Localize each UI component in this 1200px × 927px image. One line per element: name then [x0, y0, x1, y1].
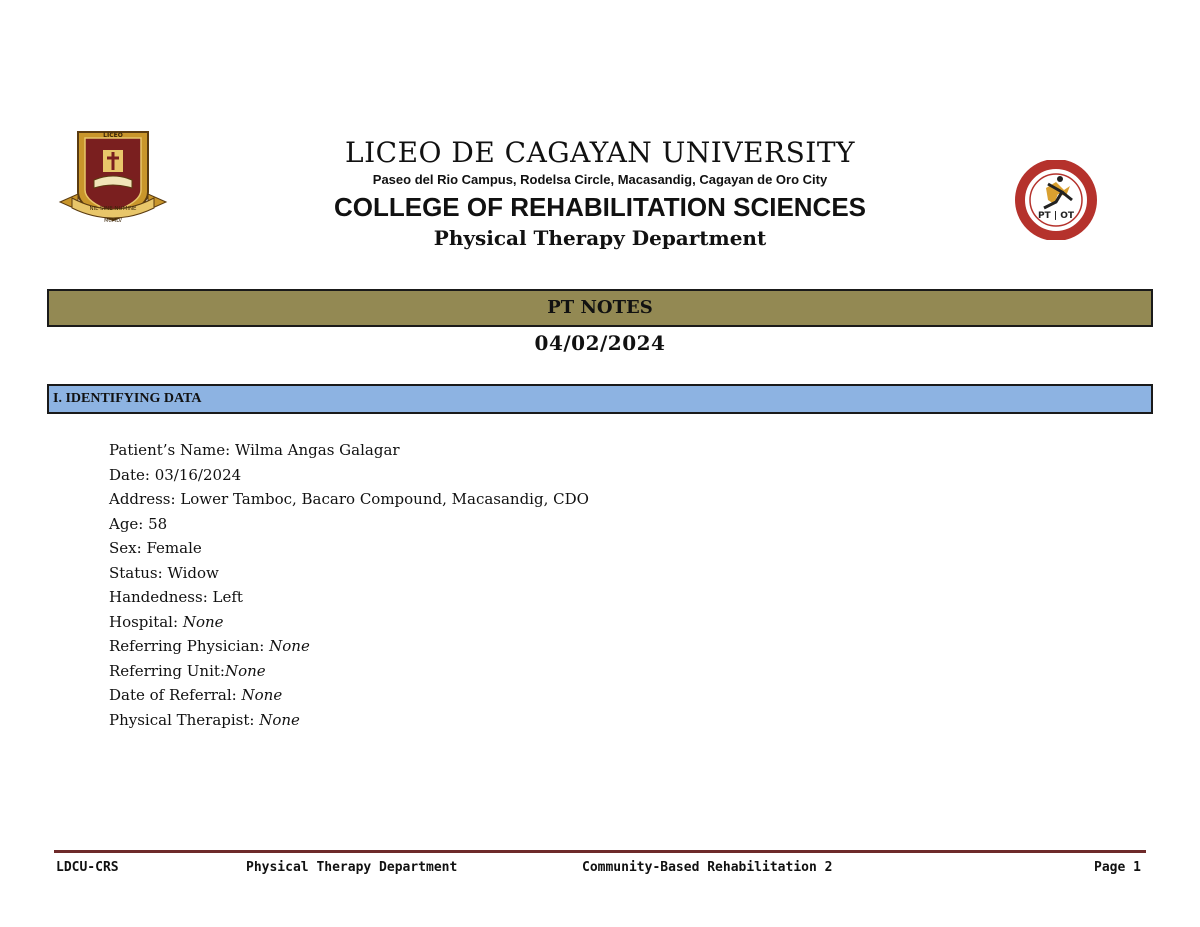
field-sex: Sex: Female: [109, 539, 202, 557]
field-patient-name: Patient’s Name: Wilma Angas Galagar: [109, 441, 400, 459]
field-handedness: Handedness: Left: [109, 588, 243, 606]
field-physical-therapist: Physical Therapist: None: [109, 710, 300, 729]
pt-notes-title: PT NOTES: [547, 297, 653, 318]
notes-date: 04/02/2024: [534, 331, 666, 355]
field-age: Age: 58: [109, 514, 168, 533]
field-status: Status: Widow: [109, 563, 219, 582]
identifying-data-fields: [109, 440, 589, 734]
field-referring-unit: Referring Unit:None: [109, 661, 266, 680]
department-name: Physical Therapy Department: [433, 226, 767, 250]
field-date: Date: 03/16/2024: [109, 465, 242, 484]
footer-divider: [54, 850, 1146, 853]
university-name: LICEO DE CAGAYAN UNIVERSITY: [345, 136, 855, 169]
svg-text:PT | OT: PT | OT: [1037, 211, 1075, 221]
identifying-data-section-header: [47, 384, 1153, 414]
field-date-of-referral: Date of Referral: None: [109, 686, 283, 704]
campus-address: Paseo del Rio Campus, Rodelsa Circle, Macasandig, Cagayan de Oro City: [372, 172, 828, 187]
section-title: I. IDENTIFYING DATA: [53, 391, 202, 406]
footer-course: Community-Based Rehabilitation 2: [582, 860, 833, 875]
college-name: COLLEGE OF REHABILITATION SCIENCES: [333, 192, 867, 222]
field-referring-physician: Referring Physician: None: [109, 637, 310, 655]
svg-text:MCMLV: MCMLV: [104, 218, 122, 224]
svg-text:NIL SINE NUMINE: NIL SINE NUMINE: [89, 206, 137, 212]
footer-department: Physical Therapy Department: [246, 860, 458, 875]
footer-code: LDCU-CRS: [56, 860, 119, 875]
pt-notes-banner: [47, 289, 1153, 327]
footer-page-number: Page 1: [1094, 860, 1141, 875]
svg-text:LICEO: LICEO: [103, 132, 123, 139]
field-hospital: Hospital: None: [109, 612, 224, 631]
field-address: Address: Lower Tamboc, Bacaro Compound, Macasandig, CDO: [109, 490, 589, 508]
